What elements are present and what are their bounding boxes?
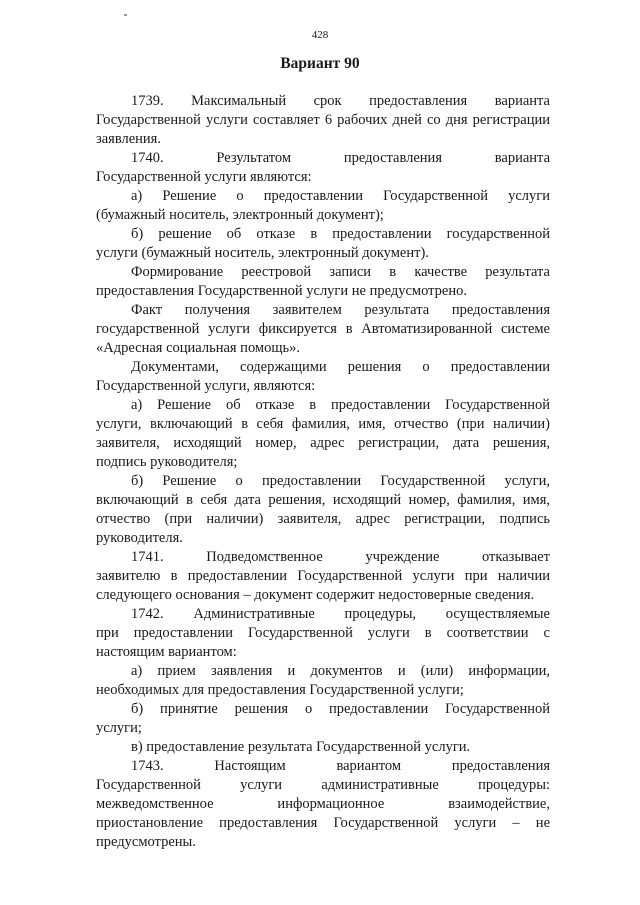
text-line: Государственной услуги, являются: <box>96 378 316 394</box>
text-line: б) решение об отказе в предоставлении государственной <box>131 226 550 242</box>
text-line: следующего основания – документ содержит недостоверные сведения. <box>96 587 535 603</box>
text-line: 1740. Результатом предоставления варианта <box>131 150 550 166</box>
text-line: предусмотрены. <box>96 834 196 850</box>
text-line: услуги (бумажный носитель, электронный документ). <box>96 245 429 261</box>
text-line: а) Решение об отказе в предоставлении Государственной <box>131 397 550 413</box>
scan-mark <box>124 14 127 16</box>
text-line: Государственной услуги составляет 6 рабочих дней со дня регистрации <box>96 112 550 128</box>
text-line: (бумажный носитель, электронный документ); <box>96 207 384 223</box>
text-line: приостановление предоставления Государственной услуги – не <box>96 815 550 831</box>
text-line: заявителя, исходящий номер, адрес регистрации, дата решения, <box>96 435 550 451</box>
text-line: услуги; <box>96 720 142 736</box>
text-line: заявителю в предоставлении Государственной услуги при наличии <box>96 568 550 584</box>
text-line: межведомственное информационное взаимодействие, <box>96 796 550 812</box>
text-line: необходимых для предоставления Государственной услуги; <box>96 682 464 698</box>
text-line: «Адресная социальная помощь». <box>96 340 300 356</box>
text-line: заявления. <box>96 131 161 147</box>
text-line: Государственной услуги административные процедуры: <box>96 777 550 793</box>
text-line: в) предоставление результата Государственной услуги. <box>131 739 471 755</box>
text-line: 1742. Административные процедуры, осуществляемые <box>131 606 550 622</box>
text-line: Государственной услуги являются: <box>96 169 312 185</box>
text-line: б) принятие решения о предоставлении Государственной <box>131 701 550 717</box>
text-line: Формирование реестровой записи в качестве результата <box>131 264 550 280</box>
text-line: отчество (при наличии) заявителя, адрес регистрации, подпись <box>96 511 550 527</box>
text-line: б) Решение о предоставлении Государственной услуги, <box>131 473 550 489</box>
document-body <box>96 92 550 852</box>
text-line: государственной услуги фиксируется в Автоматизированной системе <box>96 321 550 337</box>
text-line: Факт получения заявителем результата предоставления <box>131 302 550 318</box>
text-line: включающий в себя дата решения, исходящий номер, фамилия, имя, <box>96 492 550 508</box>
text-line: Документами, содержащими решения о предоставлении <box>131 359 550 375</box>
text-line: подпись руководителя; <box>96 454 238 470</box>
page-number: 428 <box>311 29 329 41</box>
text-line: при предоставлении Государственной услуги в соответствии с <box>96 625 550 641</box>
text-line: настоящим вариантом: <box>96 644 237 660</box>
text-line: а) Решение о предоставлении Государственной услуги <box>131 188 550 204</box>
document-title: Вариант 90 <box>280 55 360 72</box>
text-line: а) прием заявления и документов и (или) информации, <box>131 663 550 679</box>
text-line: 1739. Максимальный срок предоставления варианта <box>131 93 550 109</box>
text-line: руководителя. <box>96 530 183 546</box>
text-line: предоставления Государственной услуги не предусмотрено. <box>96 283 467 299</box>
text-line: 1741. Подведомственное учреждение отказывает <box>131 549 550 565</box>
text-line: 1743. Настоящим вариантом предоставления <box>131 758 550 774</box>
text-line: услуги, включающий в себя фамилия, имя, отчество (при наличии) <box>96 416 550 432</box>
